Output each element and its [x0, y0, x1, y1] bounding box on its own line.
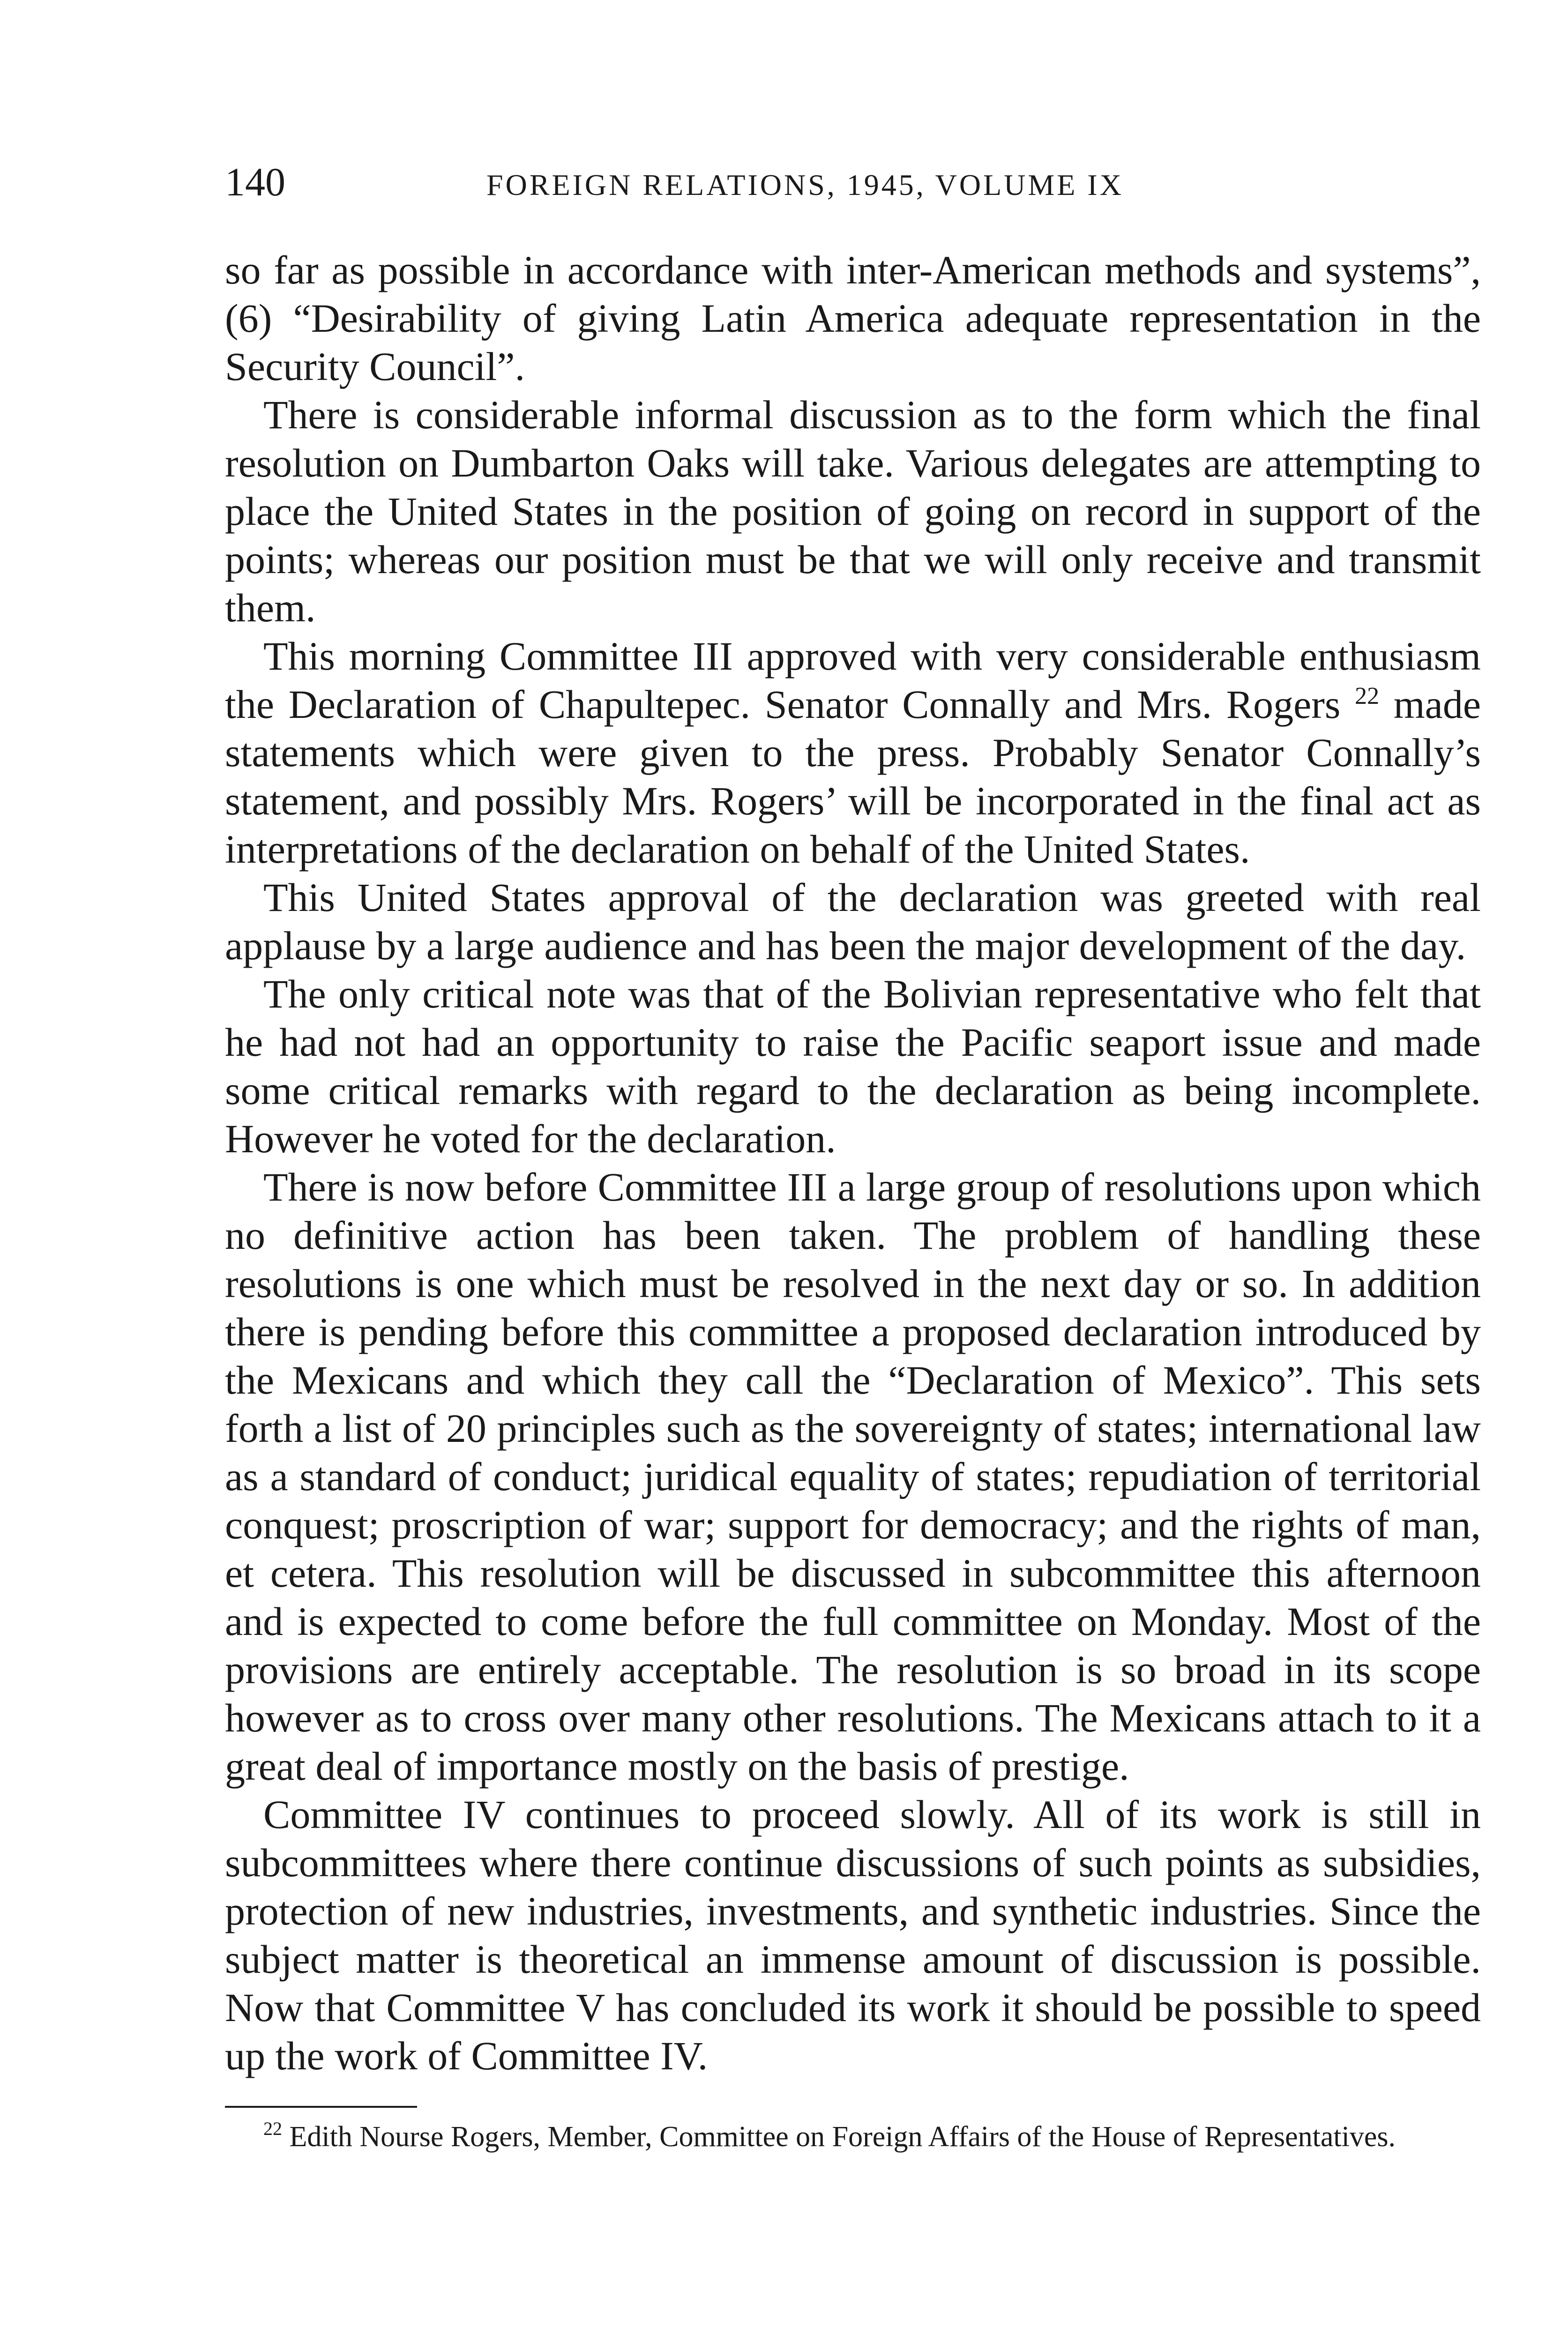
footnote-reference: 22	[1355, 683, 1380, 709]
footnote-divider	[225, 2106, 417, 2108]
paragraph: There is now before Committee III a large group of resolutions upon which no definitive action has been taken. The problem of handling these resolutions is one which must be resolved in the next day or so. In addition there is pending before this committee a proposed declaration introduced by the Mexicans and which they call the “Declaration of Mexico”. This sets forth a list of 20 principles such as the sovereignty of states; international law as a standard of conduct; juridical equality of states; repudiation of territorial conquest; proscription of war; support for democracy; and the rights of man, et cetera. This resolution will be discussed in subcommittee this afternoon and is expected to come before the full committee on Monday. Most of the provisions are entirely acceptable. The resolution is so broad in its scope however as to cross over many other resolutions. The Mexicans attach to it a great deal of importance mostly on the basis of prestige.	[225, 1164, 1481, 1789]
body-text	[225, 246, 1481, 2080]
paragraph: Committee IV continues to proceed slowly. All of its work is still in subcommittees where there continue discussions of such points as subsidies, protection of new industries, investments, and synthetic industries. Since the subject matter is theoretical an immense amount of discussion is possible. Now that Committee V has concluded its work it should be possible to speed up the work of Committee IV.	[225, 1792, 1481, 2078]
paragraph-text: This morning Committee III approved with very considerable enthusiasm the Declaration of Chapultepec. Senator Connally and Mrs.	[225, 634, 1481, 727]
paragraph: so far as possible in accordance with inter-American methods and systems”, (6) “Desirability of giving Latin America adequate representation in the Security Council”.	[225, 247, 1481, 389]
rogers-name: Rogers	[1226, 682, 1341, 727]
footnote	[225, 2120, 1481, 2154]
document-page	[225, 159, 1481, 2154]
paragraph-text: made statements which were given to the press. Probably Senator Connally’s statement, and possibly Mrs. Rogers’ will be incorporated in the final act as interpretations of the declaration on behalf of the United States.	[225, 682, 1481, 872]
running-head	[225, 159, 1481, 223]
paragraph	[225, 632, 1481, 873]
paragraph: There is considerable informal discussion as to the form which the final resolution on Dumbarton Oaks will take. Various delegates are attempting to place the United States in the position of going on record in support of the points; whereas our position must be that we will only receive and transmit them.	[225, 392, 1481, 630]
footnote-text: Edith Nourse Rogers, Member, Committee on Foreign Affairs of the House of Representatives.	[289, 2121, 1396, 2153]
footnote-number: 22	[263, 2118, 282, 2139]
running-title: FOREIGN RELATIONS, 1945, VOLUME IX	[486, 168, 1124, 201]
paragraph: The only critical note was that of the Bolivian representative who felt that he had not had an opportunity to raise the Pacific seaport issue and made some critical remarks with regard to the declaration as being incomplete. However he voted for the declaration.	[225, 971, 1481, 1161]
paragraph: This United States approval of the declaration was greeted with real applause by a large audience and has been the major development of the day.	[225, 875, 1481, 968]
page-number: 140	[225, 159, 285, 204]
